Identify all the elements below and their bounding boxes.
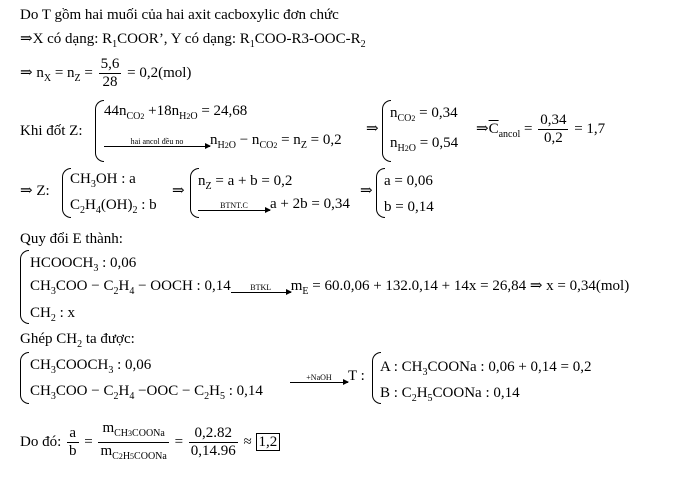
- subscript: 2: [50, 313, 56, 324]
- z-moles: [198, 172, 292, 196]
- subscript: COONa: [132, 428, 165, 439]
- text: 44n: [104, 103, 127, 119]
- implies-icon: ⇒: [476, 121, 489, 137]
- text: H: [118, 383, 130, 399]
- text: = 24,68: [197, 103, 248, 119]
- text: = 60.0,06 + 132.0,14 + 14x = 26,84 ⇒ x = 0,34(mol): [308, 278, 630, 294]
- text: COONa : 0,14: [432, 385, 520, 401]
- average-carbon: [476, 112, 605, 152]
- text: COONa : 0,06 + 0,14 = 0,2: [427, 359, 592, 375]
- text: COO − C: [55, 383, 114, 399]
- denominator: [98, 443, 168, 465]
- e-component-2: [30, 276, 629, 302]
- text: H: [416, 385, 428, 401]
- implies-icon: ⇒: [172, 183, 185, 199]
- subscript: CH: [114, 428, 129, 439]
- text: (OH): [100, 197, 133, 213]
- text: C: [70, 197, 81, 213]
- subscript: H: [217, 140, 225, 151]
- text: : 0,06: [98, 255, 137, 271]
- text: CH: [30, 305, 51, 321]
- z-component-2: [70, 196, 157, 220]
- text: A : CH: [380, 359, 423, 375]
- subscript: 2: [113, 391, 119, 402]
- arrow-icon: [104, 137, 210, 151]
- line-convert-heading: Quy đổi E thành:: [20, 231, 123, 247]
- subscript: 5: [427, 393, 433, 404]
- text: = 0,2(mol): [123, 65, 192, 81]
- subscript: 3: [50, 391, 56, 402]
- line-combine-heading: [20, 330, 135, 354]
- subscript: COONa: [134, 451, 167, 462]
- text: n: [210, 132, 218, 148]
- subscript: 3: [128, 429, 133, 438]
- subscript: 2: [404, 144, 409, 153]
- text: H: [209, 383, 221, 399]
- e-component-1: [30, 254, 136, 278]
- text: ⇒X có dạng: R: [20, 31, 113, 47]
- subscript: 3: [50, 286, 56, 297]
- arrow-icon: [198, 201, 270, 215]
- line-intro: Do T gồm hai muối của hai axit cacboxylic đơn chức: [20, 7, 339, 23]
- text: CH: [70, 171, 91, 187]
- line-moles: [20, 56, 191, 96]
- co2-moles: [390, 104, 458, 128]
- e-component-3: [30, 304, 75, 328]
- subscript: C: [112, 451, 119, 462]
- subscript: H: [122, 451, 131, 462]
- subscript: 3: [108, 365, 114, 376]
- subscript: Z: [300, 140, 307, 151]
- text: = 0,2: [306, 132, 342, 148]
- text: m: [102, 420, 115, 436]
- combustion-eq-2: [104, 130, 342, 156]
- fraction: [189, 425, 238, 460]
- combustion-eq-1: [104, 102, 247, 126]
- text: B : C: [380, 385, 412, 401]
- subscript: 2: [411, 393, 417, 404]
- text: n: [198, 173, 206, 189]
- subscript: ancol: [498, 129, 521, 140]
- left-brace: [20, 352, 29, 404]
- text: $\overline{C}$: [488, 121, 499, 137]
- left-brace: [20, 250, 29, 324]
- text: H: [85, 197, 96, 213]
- subscript: 4: [129, 286, 135, 297]
- text: − OOCH : 0,14: [134, 278, 231, 294]
- subscript: 5: [130, 452, 135, 461]
- text: a + 2b = 0,34: [270, 196, 350, 212]
- ester-2: [30, 382, 263, 406]
- subscript: 2: [132, 205, 138, 216]
- subscript: 2: [273, 141, 278, 150]
- text: ⇒ n: [20, 65, 44, 81]
- subscript: 2: [186, 112, 191, 121]
- text: : x: [55, 305, 76, 321]
- text: = 0,34: [415, 105, 458, 121]
- subscript: Z: [205, 181, 212, 192]
- arrow-shaft: [104, 146, 210, 147]
- subscript: 2: [411, 114, 416, 123]
- salt-b: [380, 384, 520, 408]
- answer-box: 1,2: [256, 433, 281, 451]
- subscript: 4: [129, 391, 135, 402]
- subscript: 4: [95, 205, 101, 216]
- subscript: CO: [259, 140, 274, 151]
- subscript: 2: [118, 452, 123, 461]
- line-formula-forms: [20, 30, 366, 54]
- text: − n: [235, 132, 260, 148]
- text: n: [390, 135, 398, 151]
- numerator: [98, 420, 168, 443]
- subscript: 2: [360, 39, 366, 50]
- subscript: 2: [80, 205, 86, 216]
- subscript: X: [43, 73, 52, 84]
- text: HCOOCH: [30, 255, 94, 271]
- combustion-label: Khi đốt Z:: [20, 123, 83, 139]
- text: T :: [348, 368, 365, 384]
- left-brace: [95, 100, 104, 162]
- text: : 0,14: [225, 383, 263, 399]
- text: =: [80, 433, 97, 450]
- subscript: H: [179, 111, 187, 122]
- value-a: a = 0,06: [384, 173, 433, 189]
- text: COOCH: [55, 357, 109, 373]
- text: H: [118, 278, 130, 294]
- text: −OOC − C: [134, 383, 205, 399]
- text: COO-R3-OOC-R: [254, 31, 361, 47]
- fraction: [538, 112, 568, 147]
- subscript: 3: [50, 365, 56, 376]
- arrow-icon: [231, 283, 291, 297]
- salt-a: [380, 358, 592, 382]
- text: Ghép CH: [20, 331, 78, 347]
- subscript: E: [302, 286, 309, 297]
- denominator: b: [69, 443, 77, 459]
- arrow-caption: +NaOH: [306, 373, 332, 382]
- subscript: 2: [77, 339, 83, 350]
- arrow-shaft: [198, 210, 270, 211]
- text: = 1,7: [570, 121, 606, 137]
- fraction: [67, 425, 79, 460]
- denominator: 28: [102, 74, 118, 91]
- text: m: [290, 278, 303, 294]
- denominator: 0,14.96: [190, 443, 236, 459]
- arrow-shaft: [231, 292, 291, 293]
- implies-icon: ⇒: [366, 121, 379, 137]
- subscript: O: [190, 111, 198, 122]
- arrow-caption: hai ancol đều no: [130, 137, 184, 146]
- text: m: [100, 443, 113, 459]
- text: ta được:: [82, 331, 135, 347]
- subscript: 2: [224, 141, 229, 150]
- naoh-reaction: [290, 366, 365, 387]
- subscript: 2: [204, 391, 210, 402]
- subscript: CO: [126, 111, 141, 122]
- subscript: 2: [140, 112, 145, 121]
- fraction: [99, 56, 122, 91]
- subscript: O: [408, 143, 416, 154]
- numerator: 5,6: [100, 56, 120, 73]
- text: +18n: [144, 103, 180, 119]
- text: = a + b = 0,2: [211, 173, 293, 189]
- text: : b: [137, 197, 157, 213]
- final-ratio: [20, 420, 280, 465]
- carbon-balance: [198, 194, 350, 215]
- subscript: 2: [113, 286, 119, 297]
- z-component-1: [70, 170, 136, 194]
- numerator: 0,2.82: [189, 425, 238, 443]
- text: OH : a: [95, 171, 136, 187]
- text: = n: [51, 65, 75, 81]
- text: =: [520, 121, 537, 137]
- subscript: 3: [422, 367, 428, 378]
- subscript: 1: [249, 39, 255, 50]
- subscript: 3: [90, 179, 96, 190]
- subscript: O: [228, 140, 236, 151]
- text: n: [390, 105, 398, 121]
- text: CH: [30, 357, 51, 373]
- text: =: [170, 433, 187, 450]
- arrow-shaft: [290, 382, 348, 383]
- subscript: Z: [74, 73, 81, 84]
- arrow-icon: [290, 373, 348, 387]
- text: =: [80, 65, 97, 81]
- denominator: 0,2: [543, 130, 563, 147]
- text: = n: [277, 132, 301, 148]
- subscript: CO: [397, 113, 412, 124]
- arrow-caption: BTNT.C: [220, 201, 248, 210]
- text: CH: [30, 278, 51, 294]
- text: : 0,06: [113, 357, 152, 373]
- text: Do đó:: [20, 433, 62, 450]
- z-label: ⇒ Z:: [20, 183, 50, 199]
- subscript: 5: [220, 391, 226, 402]
- h2o-moles: [390, 134, 458, 158]
- text: COO − C: [55, 278, 114, 294]
- fraction: [98, 420, 168, 465]
- text: COOR’, Y có dạng: R: [117, 31, 250, 47]
- text: = 0,54: [415, 135, 459, 151]
- subscript: 1: [112, 39, 118, 50]
- subscript: H: [397, 143, 405, 154]
- text: ≈: [239, 433, 256, 450]
- value-b: b = 0,14: [384, 199, 434, 215]
- arrow-caption: BTKL: [250, 283, 272, 292]
- subscript: 3: [93, 263, 99, 274]
- text: CH: [30, 383, 51, 399]
- numerator: a: [67, 425, 79, 443]
- implies-icon: ⇒: [360, 183, 373, 199]
- ester-1: [30, 356, 151, 380]
- numerator: 0,34: [540, 112, 567, 129]
